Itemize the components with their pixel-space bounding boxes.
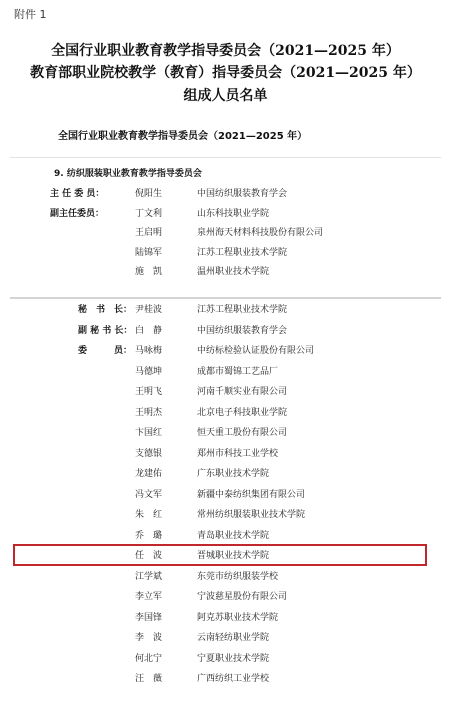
member-name: 尹桂波 bbox=[135, 305, 163, 315]
member-row bbox=[10, 206, 441, 226]
member-organization: 中国纺织服装教育学会 bbox=[197, 325, 288, 336]
committee-members-panel bbox=[10, 297, 441, 709]
section-subheading: 全国行业职业教育教学指导委员会（2021—2025 年） bbox=[58, 131, 308, 142]
member-row bbox=[10, 302, 441, 322]
member-row bbox=[10, 507, 441, 527]
member-name: 卞国红 bbox=[135, 428, 163, 438]
member-role: 副主任委员： bbox=[50, 208, 105, 219]
member-name: 施 凯 bbox=[135, 267, 163, 277]
highlight-box bbox=[13, 544, 427, 566]
member-organization: 青岛职业技术学院 bbox=[197, 530, 270, 541]
member-organization: 江苏工程职业技术学院 bbox=[197, 247, 288, 258]
member-name: 支德银 bbox=[135, 448, 163, 459]
member-organization: 河南千顺实业有限公司 bbox=[197, 387, 288, 397]
member-row bbox=[10, 425, 441, 445]
member-name: 倪阳生 bbox=[135, 189, 163, 199]
member-organization: 云南轻纺职业学院 bbox=[197, 633, 270, 643]
member-name: 马德坤 bbox=[135, 366, 163, 377]
member-row bbox=[10, 569, 441, 589]
member-name: 李立军 bbox=[135, 592, 163, 602]
member-row bbox=[10, 466, 441, 486]
member-organization: 宁波慈星股份有限公司 bbox=[197, 592, 288, 602]
member-row bbox=[10, 245, 441, 265]
member-role: 主 任 委 员： bbox=[50, 189, 105, 199]
member-organization: 宁夏职业技术学院 bbox=[197, 653, 270, 664]
member-row bbox=[10, 446, 441, 466]
member-name: 汪 薇 bbox=[135, 674, 163, 684]
member-organization: 中纺标检验认证股份有限公司 bbox=[197, 346, 315, 356]
member-row bbox=[10, 487, 441, 507]
member-row bbox=[10, 630, 441, 650]
member-row bbox=[10, 364, 441, 384]
member-organization: 郑州市科技工业学校 bbox=[197, 448, 279, 459]
document-title-line2: 教育部职业院校教学（教育）指导委员会（2021—2025 年） bbox=[30, 65, 421, 81]
member-name: 何北宁 bbox=[135, 653, 163, 664]
member-row bbox=[10, 610, 441, 630]
member-organization: 晋城职业技术学院 bbox=[197, 551, 270, 561]
member-name: 江学斌 bbox=[135, 571, 163, 582]
member-name: 王启明 bbox=[135, 228, 163, 238]
member-name: 王明杰 bbox=[135, 407, 163, 418]
member-name: 白 静 bbox=[135, 325, 163, 336]
member-row bbox=[10, 264, 441, 284]
member-organization: 温州职业技术学院 bbox=[197, 267, 270, 277]
member-row bbox=[10, 225, 441, 245]
member-organization: 新疆中泰纺织集团有限公司 bbox=[197, 489, 306, 500]
member-organization: 成都市蜀锦工艺品厂 bbox=[197, 366, 279, 377]
committee-title: 9. 纺织服装职业教育教学指导委员会 bbox=[54, 169, 202, 179]
member-organization: 阿克苏职业技术学院 bbox=[197, 612, 279, 623]
member-role: 秘 书 长： bbox=[78, 305, 133, 315]
member-name: 龙建佑 bbox=[135, 469, 163, 479]
member-organization: 广西纺织工业学校 bbox=[197, 674, 270, 684]
member-name: 王明飞 bbox=[135, 387, 163, 397]
member-organization: 山东科技职业学院 bbox=[197, 208, 270, 219]
member-organization: 东莞市纺织服装学校 bbox=[197, 571, 279, 582]
document-title-line3: 组成人员名单 bbox=[183, 88, 268, 104]
member-organization: 中国纺织服装教育学会 bbox=[197, 189, 288, 199]
member-organization: 广东职业技术学院 bbox=[197, 469, 270, 479]
member-role: 副 秘 书 长： bbox=[78, 325, 133, 336]
member-name: 李国锋 bbox=[135, 612, 163, 623]
member-row bbox=[10, 405, 441, 425]
member-row bbox=[10, 671, 441, 691]
member-name: 丁文利 bbox=[135, 208, 163, 219]
member-role: 委 员： bbox=[78, 346, 133, 356]
member-organization: 常州纺织服装职业技术学院 bbox=[197, 510, 306, 520]
member-organization: 北京电子科技职业学院 bbox=[197, 407, 288, 418]
member-row bbox=[10, 384, 441, 404]
member-name: 冯文军 bbox=[135, 489, 163, 500]
member-name: 朱 红 bbox=[135, 510, 163, 520]
member-row bbox=[10, 343, 441, 363]
committee-leadership-panel bbox=[10, 157, 441, 294]
member-row bbox=[10, 323, 441, 343]
member-organization: 恒天重工股份有限公司 bbox=[197, 428, 288, 438]
member-row bbox=[10, 589, 441, 609]
document-title-line1: 全国行业职业教育教学指导委员会（2021—2025 年） bbox=[51, 43, 400, 59]
member-name: 任 波 bbox=[135, 551, 163, 561]
member-name: 马咏梅 bbox=[135, 346, 163, 356]
member-name: 乔 璐 bbox=[135, 530, 163, 541]
member-organization: 江苏工程职业技术学院 bbox=[197, 305, 288, 315]
member-row bbox=[10, 651, 441, 671]
member-name: 李 波 bbox=[135, 633, 163, 643]
attachment-label: 附件 1 bbox=[14, 8, 47, 21]
member-row bbox=[10, 186, 441, 206]
member-organization: 泉州海天材料科技股份有限公司 bbox=[197, 228, 324, 238]
member-name: 陆锦军 bbox=[135, 247, 163, 258]
